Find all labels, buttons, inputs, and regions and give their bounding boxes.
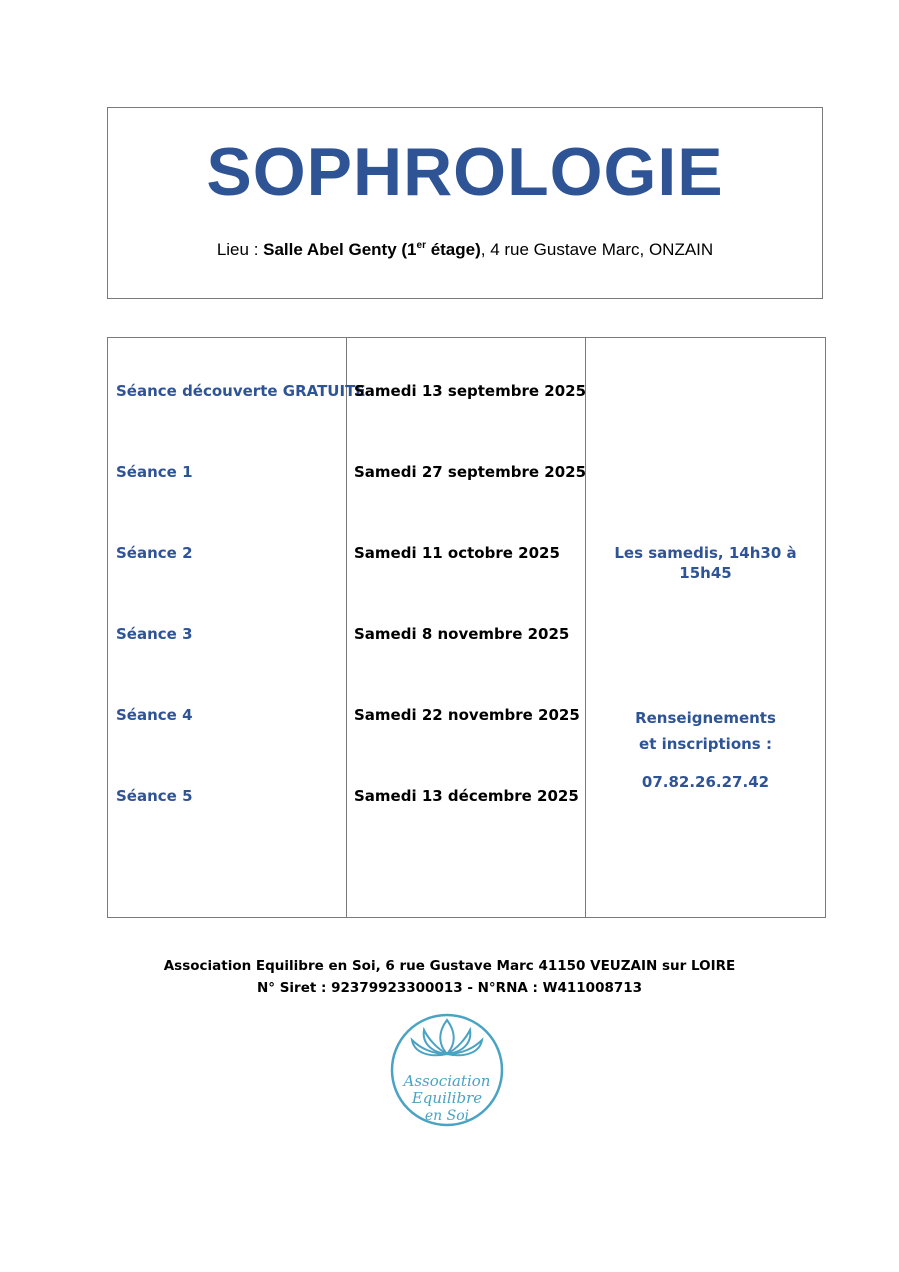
contact-label: Renseignements et inscriptions : bbox=[635, 709, 776, 753]
session-date: Samedi 13 décembre 2025 bbox=[354, 787, 579, 805]
lotus-icon bbox=[412, 1020, 482, 1055]
schedule-time: Les samedis, 14h30 à 15h45 bbox=[614, 544, 797, 582]
session-label: Séance 1 bbox=[116, 463, 193, 481]
session-dates-column bbox=[347, 338, 586, 917]
info-column bbox=[586, 338, 825, 917]
session-date: Samedi 27 septembre 2025 bbox=[354, 463, 587, 481]
session-date: Samedi 22 novembre 2025 bbox=[354, 706, 580, 724]
phone-number[interactable]: 07.82.26.27.42 bbox=[641, 773, 770, 791]
header-box bbox=[107, 107, 823, 299]
venue-line bbox=[108, 238, 822, 262]
session-label: Séance 2 bbox=[116, 544, 193, 562]
footer-ids: N° Siret : 92379923300013 - N°RNA : W411008713 bbox=[256, 980, 643, 996]
venue-prefix: Lieu : bbox=[216, 240, 264, 259]
session-date: Samedi 11 octobre 2025 bbox=[354, 544, 560, 562]
session-label: Séance 4 bbox=[116, 706, 193, 724]
session-label: Séance 3 bbox=[116, 625, 193, 643]
schedule-table bbox=[107, 337, 826, 918]
venue-address: , 4 rue Gustave Marc, ONZAIN bbox=[480, 240, 714, 259]
session-label: Séance découverte GRATUITE bbox=[116, 382, 366, 400]
logo-text-3: en Soi bbox=[424, 1108, 470, 1124]
session-date: Samedi 13 septembre 2025 bbox=[354, 382, 587, 400]
session-date: Samedi 8 novembre 2025 bbox=[354, 625, 570, 643]
session-labels-column bbox=[108, 338, 366, 917]
session-label: Séance 5 bbox=[116, 787, 193, 805]
association-logo bbox=[378, 1010, 516, 1130]
venue-name: Salle Abel Genty (1er étage) bbox=[263, 240, 481, 259]
page-title: SOPHROLOGIE bbox=[206, 134, 724, 210]
footer-address: Association Equilibre en Soi, 6 rue Gustave Marc 41150 VEUZAIN sur LOIRE bbox=[163, 958, 736, 974]
logo-text-1: Association bbox=[403, 1072, 491, 1090]
logo-text-2: Equilibre bbox=[411, 1089, 483, 1107]
